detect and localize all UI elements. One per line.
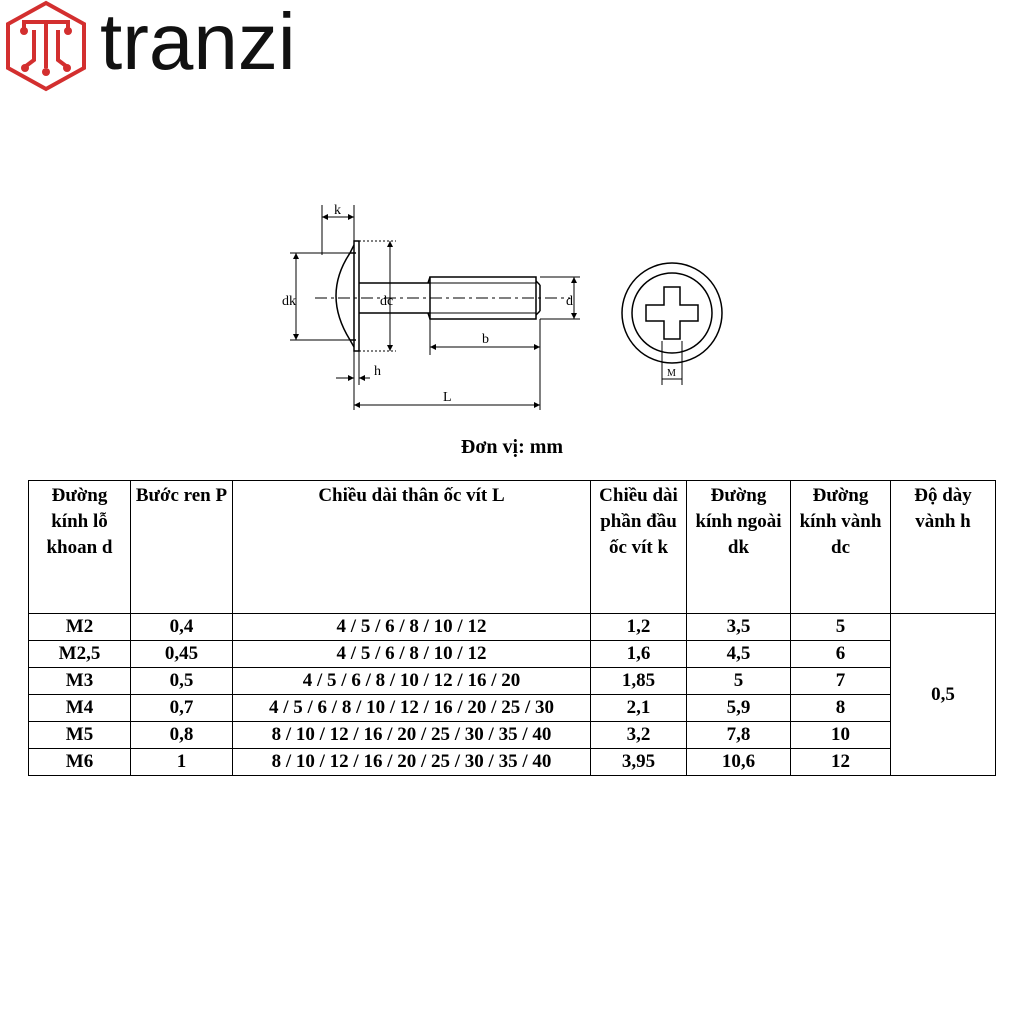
cell-size: M6 bbox=[29, 749, 131, 776]
table-row bbox=[29, 722, 996, 749]
header-thread-pitch: Bước ren P bbox=[131, 481, 233, 614]
cell-lengths: 4 / 5 / 6 / 8 / 10 / 12 / 16 / 20 / 25 / 30 bbox=[233, 695, 591, 722]
cell-dc: 10 bbox=[791, 722, 891, 749]
header-rim-diameter: Đường kính vành dc bbox=[791, 481, 891, 614]
cell-k: 1,85 bbox=[591, 668, 687, 695]
cell-lengths: 4 / 5 / 6 / 8 / 10 / 12 bbox=[233, 641, 591, 668]
cell-k: 2,1 bbox=[591, 695, 687, 722]
screw-technical-drawing bbox=[270, 195, 740, 420]
table-row bbox=[29, 668, 996, 695]
header-rim-thickness: Độ dày vành h bbox=[891, 481, 996, 614]
label-L: L bbox=[443, 390, 452, 405]
label-M: M bbox=[667, 368, 676, 379]
cell-pitch: 1 bbox=[131, 749, 233, 776]
cell-dc: 7 bbox=[791, 668, 891, 695]
cell-pitch: 0,7 bbox=[131, 695, 233, 722]
label-dc: dc bbox=[380, 294, 394, 309]
cell-dc: 5 bbox=[791, 614, 891, 641]
cell-k: 1,2 bbox=[591, 614, 687, 641]
header-outer-diameter: Đường kính ngoài dk bbox=[687, 481, 791, 614]
cell-rim-thickness: 0,5 bbox=[891, 614, 996, 776]
table-row bbox=[29, 749, 996, 776]
table-row bbox=[29, 614, 996, 641]
cell-lengths: 8 / 10 / 12 / 16 / 20 / 25 / 30 / 35 / 40 bbox=[233, 749, 591, 776]
cell-dc: 6 bbox=[791, 641, 891, 668]
cell-size: M4 bbox=[29, 695, 131, 722]
cell-pitch: 0,5 bbox=[131, 668, 233, 695]
cell-dc: 12 bbox=[791, 749, 891, 776]
brand-name: tranzi bbox=[100, 0, 296, 86]
cell-k: 1,6 bbox=[591, 641, 687, 668]
cell-size: M2,5 bbox=[29, 641, 131, 668]
label-d: d bbox=[566, 294, 573, 309]
cell-dk: 7,8 bbox=[687, 722, 791, 749]
unit-label: Đơn vị: mm bbox=[460, 436, 564, 458]
cell-dc: 8 bbox=[791, 695, 891, 722]
cell-dk: 4,5 bbox=[687, 641, 791, 668]
label-dk: dk bbox=[282, 294, 296, 309]
cell-pitch: 0,4 bbox=[131, 614, 233, 641]
cell-dk: 10,6 bbox=[687, 749, 791, 776]
cell-k: 3,2 bbox=[591, 722, 687, 749]
header-drill-diameter: Đường kính lỗ khoan d bbox=[29, 481, 131, 614]
tranzi-logo-icon bbox=[4, 0, 94, 92]
cell-lengths: 4 / 5 / 6 / 8 / 10 / 12 bbox=[233, 614, 591, 641]
spec-table bbox=[28, 480, 996, 776]
cell-k: 3,95 bbox=[591, 749, 687, 776]
label-b: b bbox=[482, 332, 489, 347]
header-head-height: Chiều dài phần đầu ốc vít k bbox=[591, 481, 687, 614]
table-row bbox=[29, 641, 996, 668]
cell-dk: 5,9 bbox=[687, 695, 791, 722]
cell-dk: 3,5 bbox=[687, 614, 791, 641]
cell-size: M2 bbox=[29, 614, 131, 641]
cell-size: M5 bbox=[29, 722, 131, 749]
table-row bbox=[29, 695, 996, 722]
cell-pitch: 0,8 bbox=[131, 722, 233, 749]
table-header-row bbox=[29, 481, 996, 614]
cell-pitch: 0,45 bbox=[131, 641, 233, 668]
cell-lengths: 4 / 5 / 6 / 8 / 10 / 12 / 16 / 20 bbox=[233, 668, 591, 695]
cell-size: M3 bbox=[29, 668, 131, 695]
cell-lengths: 8 / 10 / 12 / 16 / 20 / 25 / 30 / 35 / 40 bbox=[233, 722, 591, 749]
brand-logo bbox=[4, 0, 314, 95]
header-shank-length: Chiều dài thân ốc vít L bbox=[233, 481, 591, 614]
cell-dk: 5 bbox=[687, 668, 791, 695]
label-k: k bbox=[334, 203, 341, 218]
label-h: h bbox=[374, 364, 381, 379]
